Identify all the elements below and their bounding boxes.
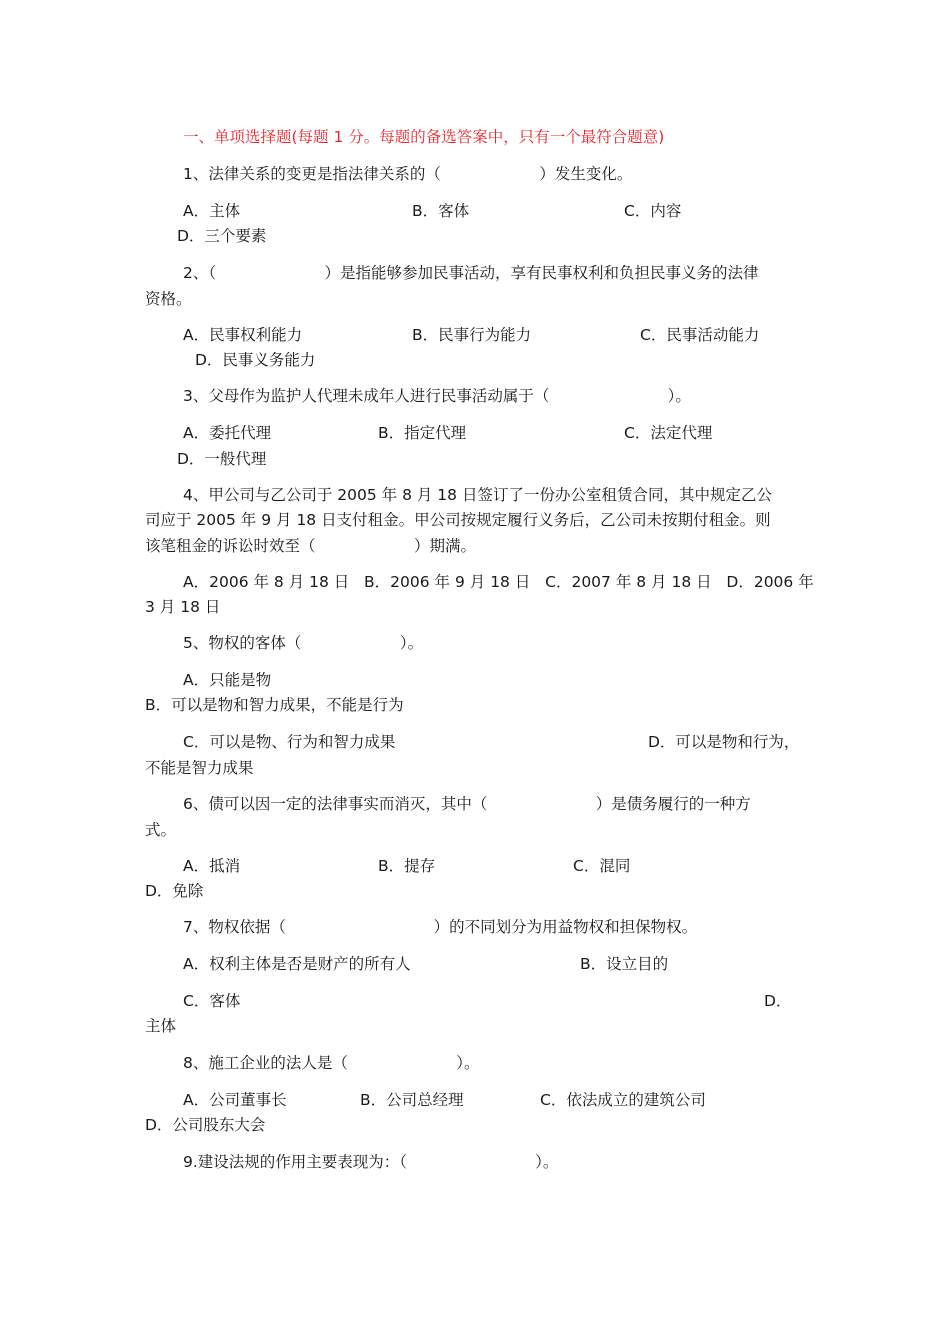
question-5-option-b: B．可以是物和智力成果，不能是行为 — [145, 696, 404, 714]
question-8-option-a: A．公司董事长 — [183, 1091, 287, 1109]
question-3-option-a: A．委托代理 — [183, 424, 272, 442]
question-7-option-d: D． — [764, 992, 792, 1010]
question-4-options: A．2006 年 8 月 18 日 B．2006 年 9 月 18 日 C．2007 年 8 月 18 日 D．2006 年 — [183, 573, 814, 591]
question-5-option-d: D．可以是物和行为， — [648, 733, 800, 751]
question-4-stem-line3: 该笔租金的诉讼时效至（ ）期满。 — [145, 537, 477, 555]
question-5-option-d-line2: 不能是智力成果 — [145, 759, 254, 777]
question-1-option-d: D．三个要素 — [177, 227, 267, 245]
question-7-stem: 7、物权依据（ ）的不同划分为用益物权和担保物权。 — [183, 918, 698, 936]
question-4-stem-line1: 4、甲公司与乙公司于 2005 年 8 月 18 日签订了一份办公室租赁合同，其中规定乙公 — [183, 486, 772, 504]
question-8-stem: 8、施工企业的法人是（ ）。 — [183, 1054, 480, 1072]
question-3-option-b: B．指定代理 — [378, 424, 467, 442]
question-8-option-c: C．依法成立的建筑公司 — [540, 1091, 706, 1109]
question-9-stem: 9.建设法规的作用主要表现为：（ ）。 — [183, 1153, 559, 1171]
question-4-stem-line2: 司应于 2005 年 9 月 18 日支付租金。甲公司按规定履行义务后，乙公司未按期付租金。则 — [145, 511, 771, 529]
question-6-stem-line2: 式。 — [145, 821, 177, 839]
question-4-options-line2: 3 月 18 日 — [145, 598, 221, 616]
question-6-option-b: B．提存 — [378, 857, 436, 875]
question-6-option-c: C．混同 — [573, 857, 631, 875]
question-1-option-b: B．客体 — [412, 202, 470, 220]
question-1-stem: 1、法律关系的变更是指法律关系的（ ）发生变化。 — [183, 165, 633, 183]
question-6-stem-line1: 6、债可以因一定的法律事实而消灭，其中（ ）是债务履行的一种方 — [183, 795, 751, 813]
question-1-option-a: A．主体 — [183, 202, 241, 220]
question-5-option-a: A．只能是物 — [183, 671, 272, 689]
question-2-option-c: C．民事活动能力 — [640, 326, 760, 344]
question-2-stem-line1: 2、（ ）是指能够参加民事活动，享有民事权利和负担民事义务的法律 — [183, 264, 759, 282]
question-2-option-d: D．民事义务能力 — [195, 351, 316, 369]
question-7-option-b: B．设立目的 — [580, 955, 669, 973]
question-2-stem-line2: 资格。 — [145, 290, 192, 308]
question-2-option-a: A．民事权利能力 — [183, 326, 303, 344]
question-2-option-b: B．民事行为能力 — [412, 326, 532, 344]
question-3-option-d: D．一般代理 — [177, 450, 267, 468]
question-7-option-d-line2: 主体 — [145, 1017, 177, 1035]
question-1-option-c: C．内容 — [624, 202, 682, 220]
question-6-option-a: A．抵消 — [183, 857, 241, 875]
question-7-option-c: C．客体 — [183, 992, 241, 1010]
question-6-option-d: D．免除 — [145, 882, 204, 900]
section-title: 一、单项选择题(每题 1 分。每题的备选答案中，只有一个最符合题意) — [183, 128, 665, 146]
question-5-stem: 5、物权的客体（ ）。 — [183, 634, 424, 652]
question-5-option-c: C．可以是物、行为和智力成果 — [183, 733, 396, 751]
question-3-option-c: C．法定代理 — [624, 424, 713, 442]
question-8-option-b: B．公司总经理 — [360, 1091, 464, 1109]
question-3-stem: 3、父母作为监护人代理未成年人进行民事活动属于（ ）。 — [183, 387, 691, 405]
question-7-option-a: A．权利主体是否是财产的所有人 — [183, 955, 411, 973]
question-8-option-d: D．公司股东大会 — [145, 1116, 266, 1134]
